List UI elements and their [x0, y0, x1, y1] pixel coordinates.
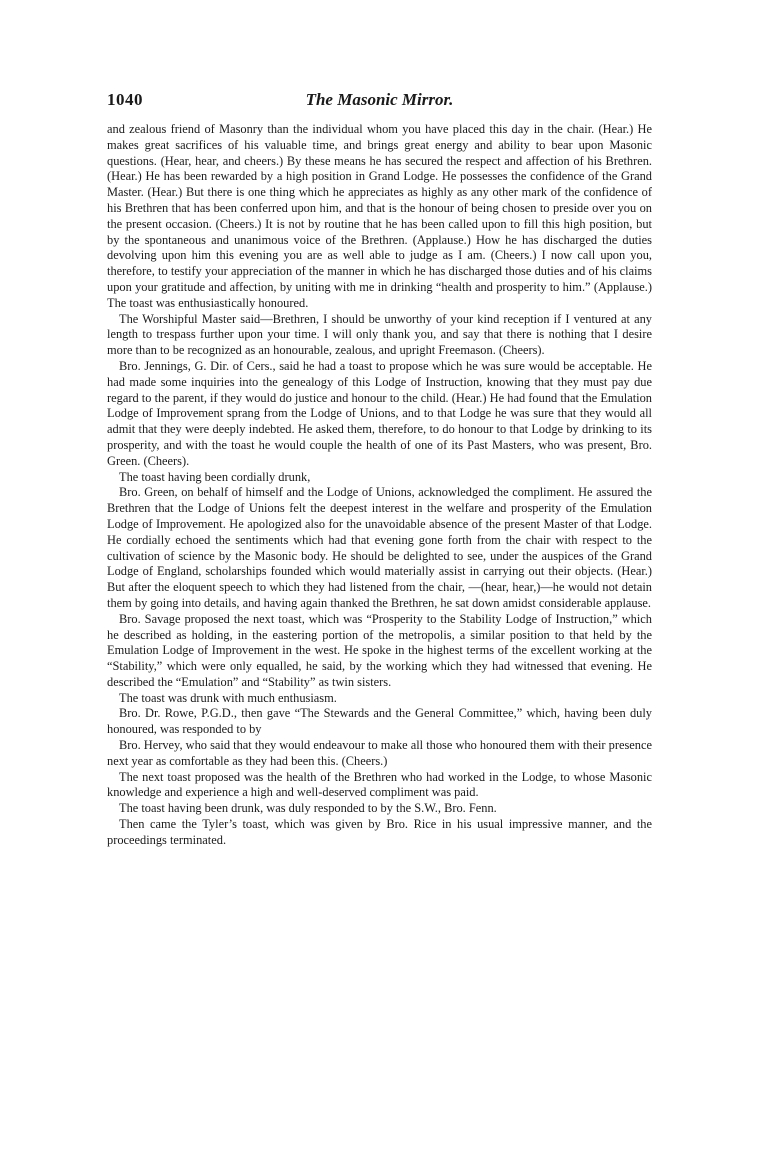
paragraph-3: Bro. Jennings, G. Dir. of Cers., said he had a toast to propose which he was sure would be acceptable. He had made some inquiries into the genealogy of this Lodge of Instruction, knowing that they must pay due regard to the parent, if they would do justice and honour to the child. (Hear.) He had found that the Emulation Lodge of Improvement sprang from the Lodge of Unions, and to that Lodge he was sure that they would all admit that they were deeply indebted. He asked them, therefore, to do honour to that Lodge by drinking to its prosperity, and with the toast he would couple the health of one of its Past Masters, who was present, Bro. Green. (Cheers).: [107, 358, 652, 468]
article-body: [107, 122, 652, 849]
running-head: [107, 90, 652, 116]
paragraph-5: Bro. Green, on behalf of himself and the Lodge of Unions, acknowledged the compliment. He assured the Brethren that the Lodge of Unions felt the deepest interest in the welfare and prosperity of the Emulation Lodge of Improvement. He apologized also for the unavoidable absence of the present Master of that Lodge. He cordially echoed the sentiments which had that evening gone forth from the chair with respect to the cultivation of science by the Masonic body. He should be delighted to see, under the auspices of the Grand Lodge of England, scholarships founded which would materially assist in carrying out their objects. (Hear.) But after the eloquent speech to which they had listened from the chair, —(hear, hear,)—he would not detain them by going into details, and having again thanked the Brethren, he sat down amidst considerable applause.: [107, 485, 652, 610]
paragraph-9: Bro. Hervey, who said that they would endeavour to make all those who honoured them with their presence next year as comfortable as they had been this. (Cheers.): [107, 738, 652, 768]
paragraph-1: and zealous friend of Masonry than the individual whom you have placed this day in the chair. (Hear.) He makes great sacrifices of his valuable time, and brings great energy and ability to bear upon Masonic questions. (Hear, hear, and cheers.) By these means he has secured the respect and affection of his Brethren. (Hear.) He has been rewarded by a high position in Grand Lodge. He possesses the confidence of the Grand Master. (Hear.) But there is one thing which he appreciates as highly as any other mark of the confidence of his Brethren that has been conferred upon him, and that is the honour of being chosen to preside over you on the present occasion. (Cheers.) It is not by routine that he has been called upon to fill this high position, but by the spontaneous and unanimous voice of the Brethren. (Applause.) How he has discharged the duties devolving upon him this evening you are as well able to judge as I am. (Cheers.) I now call upon you, therefore, to testify your appreciation of the manner in which he has discharged those duties and of his claims upon your gratitude and affection, by uniting with me in drinking “health and prosperity to him.” (Applause.) The toast was enthusiastically honoured.: [107, 122, 652, 310]
document-page: [107, 90, 652, 849]
paragraph-6: Bro. Savage proposed the next toast, which was “Prosperity to the Stability Lodge of Instruction,” which he described as holding, in the eastering portion of the metropolis, a similar position to that held by the Emulation Lodge of Improvement in the west. He spoke in the highest terms of the excellent working at the “Stability,” which were only equalled, he said, by the working which they had witnessed that evening. He described the “Emulation” and “Stability” as twin sisters.: [107, 611, 652, 689]
paragraph-12: Then came the Tyler’s toast, which was given by Bro. Rice in his usual impressive manner, and the proceedings terminated.: [107, 817, 652, 847]
paragraph-11: The toast having been drunk, was duly responded to by the S.W., Bro. Fenn.: [119, 801, 497, 816]
paragraph-8: Bro. Dr. Rowe, P.G.D., then gave “The Stewards and the General Committee,” which, having been duly honoured, was responded to by: [107, 706, 652, 737]
paragraph-2: The Worshipful Master said—Brethren, I should be unworthy of your kind reception if I ventured at any length to trespass further upon your time. I will only thank you, and say that there is nothing that I desire more than to be recognized as an honourable, zealous, and upright Freemason. (Cheers).: [107, 311, 652, 358]
paragraph-10: The next toast proposed was the health of the Brethren who had worked in the Lodge, to whose Masonic knowledge and experience a high and well-deserved compliment was paid.: [107, 769, 652, 800]
paragraph-7: The toast was drunk with much enthusiasm.: [119, 690, 337, 705]
page-number: 1040: [107, 90, 143, 109]
paragraph-4: The toast having been cordially drunk,: [119, 469, 311, 484]
journal-title: The Masonic Mirror.: [305, 90, 454, 109]
